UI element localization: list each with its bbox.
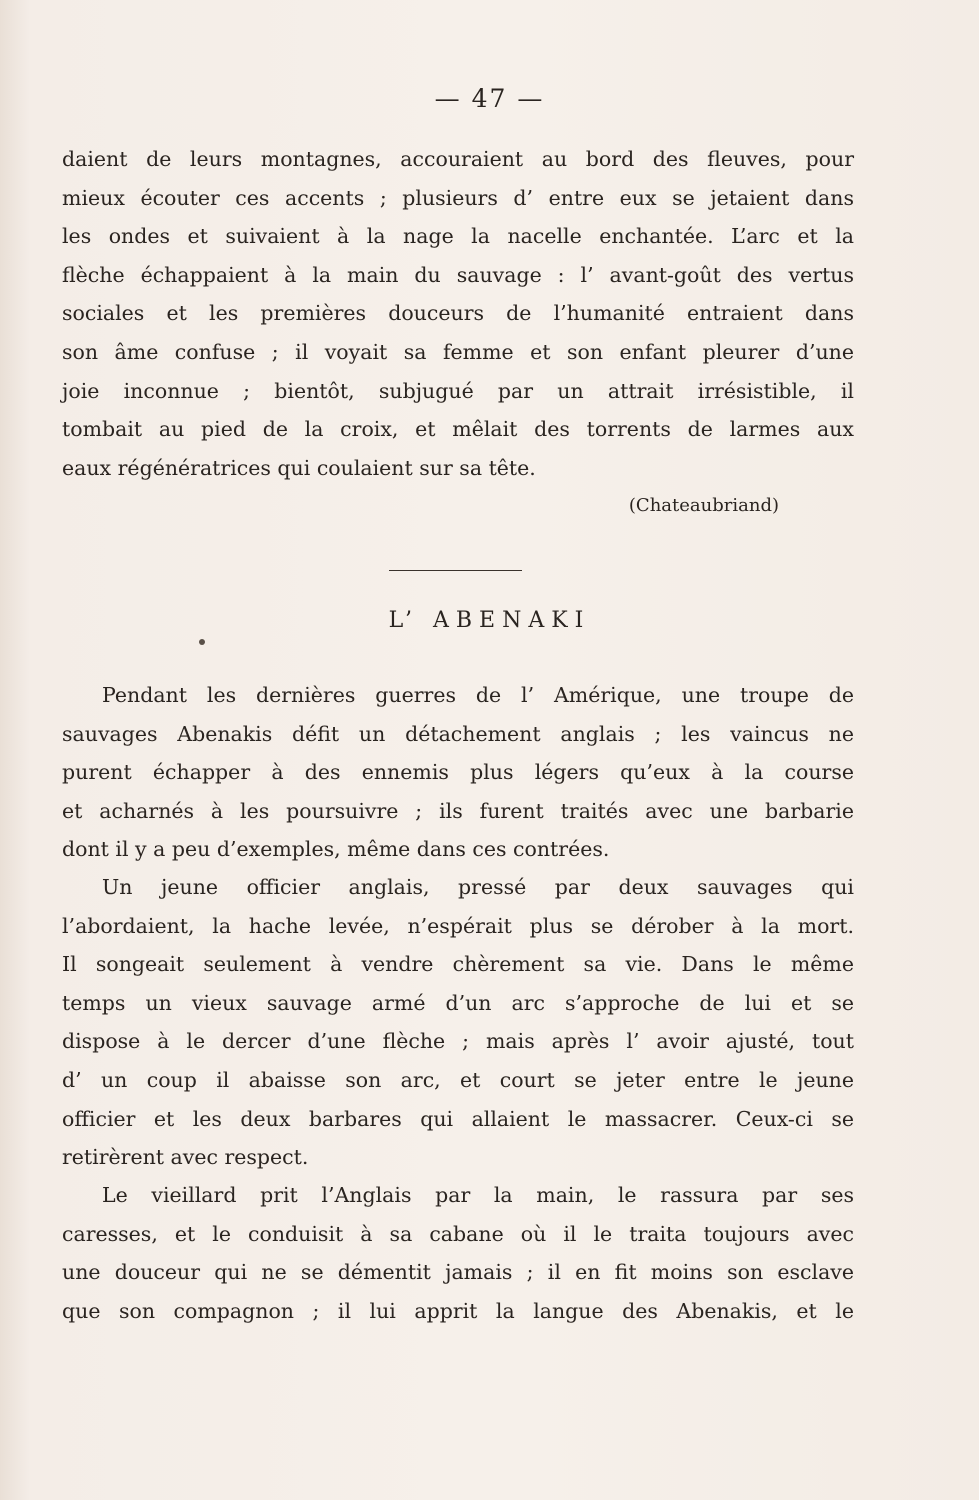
continuation-paragraph <box>62 140 854 487</box>
text-line: dispose à le dercer d’une flèche ; mais après l’ avoir ajusté, tout <box>62 1029 854 1054</box>
text-line: Pendant les dernières guerres de l’ Amérique, une troupe de <box>102 683 854 707</box>
ink-dot <box>199 639 205 645</box>
attribution: (Chateaubriand) <box>628 495 779 516</box>
text-line: mieux écouter ces accents ; plusieurs d’ entre eux se jetaient dans <box>62 185 854 210</box>
text-line: tombait au pied de la croix, et mêlait des torrents de larmes aux <box>62 417 854 442</box>
text-line: officier et les deux barbares qui allaient le massacrer. Ceux-ci se <box>62 1106 854 1131</box>
text-line: Un jeune officier anglais, pressé par deux sauvages qui <box>102 875 854 899</box>
text-line: l’abordaient, la hache levée, n’espérait plus se dérober à la mort. <box>62 913 854 938</box>
text-line: purent échapper à des ennemis plus légers qu’eux à la course <box>62 760 854 785</box>
text-line: dont il y a peu d’exemples, même dans ces contrées. <box>62 837 610 862</box>
text-line: flèche échappaient à la main du sauvage : l’ avant-goût des vertus <box>62 262 854 287</box>
text-line: caresses, et le conduisit à sa cabane où il le traita toujours avec <box>62 1221 854 1246</box>
section-divider <box>389 570 522 571</box>
text-line: une douceur qui ne se démentit jamais ; il en fit moins son esclave <box>62 1260 854 1285</box>
text-line: sauvages Abenakis défit un détachement anglais ; les vaincus ne <box>62 721 854 746</box>
paragraph-1 <box>62 676 854 869</box>
text-line: Il songeait seulement à vendre chèrement sa vie. Dans le même <box>62 952 854 977</box>
text-line: et acharnés à les poursuivre ; ils furent traités avec une barbarie <box>62 798 854 823</box>
text-line: son âme confuse ; il voyait sa femme et son enfant pleurer d’une <box>62 339 854 364</box>
page-number: — 47 — <box>434 84 545 113</box>
text-line: d’ un coup il abaisse son arc, et court se jeter entre le jeune <box>62 1067 854 1092</box>
section-title: L’ ABENAKI <box>388 608 591 633</box>
text-line: temps un vieux sauvage armé d’un arc s’approche de lui et se <box>62 990 854 1015</box>
text-line: Le vieillard prit l’Anglais par la main, le rassura par ses <box>102 1183 854 1207</box>
text-line: sociales et les premières douceurs de l’humanité entraient dans <box>62 301 854 326</box>
text-line: que son compagnon ; il lui apprit la langue des Abenakis, et le <box>62 1298 854 1323</box>
paragraph-2 <box>62 868 854 1177</box>
paragraph-3 <box>62 1176 854 1330</box>
text-line: daient de leurs montagnes, accouraient au bord des fleuves, pour <box>62 147 854 171</box>
text-line: les ondes et suivaient à la nage la nacelle enchantée. L’arc et la <box>62 224 854 249</box>
text-line: joie inconnue ; bientôt, subjugué par un attrait irrésistible, il <box>62 378 854 403</box>
text-line: eaux régénératrices qui coulaient sur sa tête. <box>62 455 536 480</box>
text-line: retirèrent avec respect. <box>62 1145 309 1170</box>
